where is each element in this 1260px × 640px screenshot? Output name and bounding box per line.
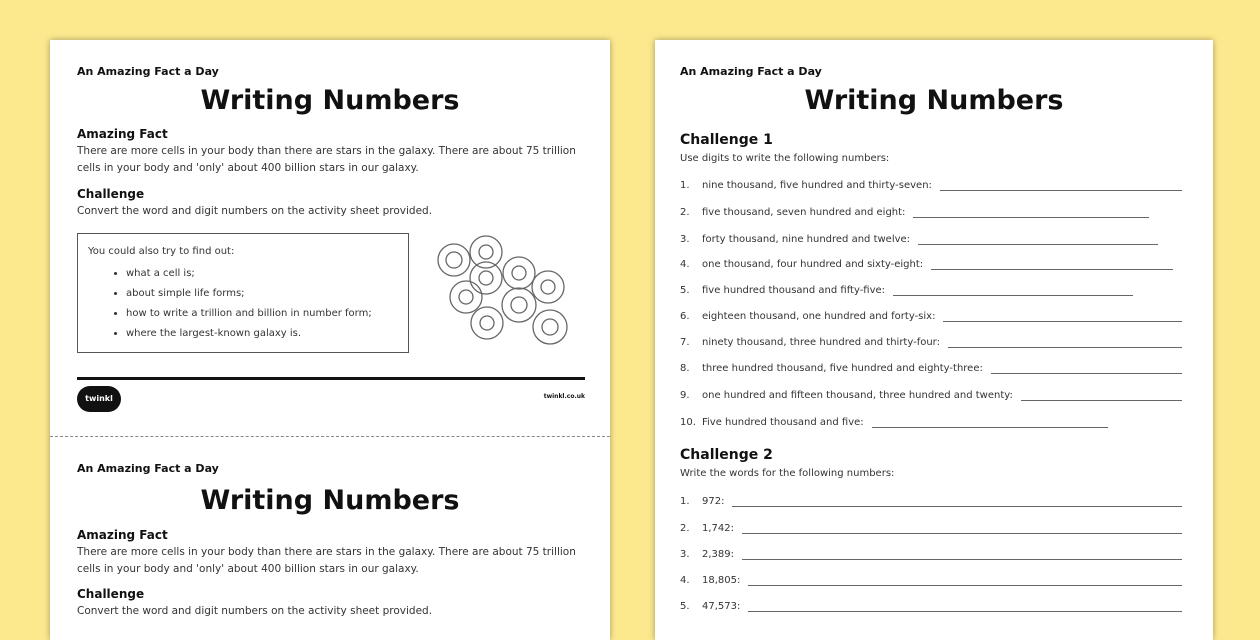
challenge-heading: Challenge: [77, 187, 145, 201]
item-number: 5.: [680, 601, 690, 612]
challenge-2-instruction: Write the words for the following numbers:: [680, 468, 895, 479]
challenge-1-item: [680, 337, 1182, 348]
item-text: nine thousand, five hundred and thirty-seven:: [702, 180, 932, 191]
item-text: 2,389:: [702, 549, 734, 560]
cells-illustration: [435, 235, 570, 345]
answer-line[interactable]: [742, 523, 1182, 534]
answer-line[interactable]: [893, 285, 1133, 296]
series-label: An Amazing Fact a Day: [77, 65, 219, 78]
item-number: 1.: [680, 496, 690, 507]
item-number: 3.: [680, 234, 690, 245]
item-number: 2.: [680, 523, 690, 534]
page-title-2: Writing Numbers: [200, 485, 460, 516]
list-item: • where the largest-known galaxy is.: [126, 324, 372, 344]
challenge-text-2: Convert the word and digit numbers on the activity sheet provided.: [77, 605, 433, 617]
answer-line[interactable]: [931, 259, 1173, 270]
item-text: eighteen thousand, one hundred and forty-six:: [702, 311, 936, 322]
page-title: Writing Numbers: [804, 85, 1064, 116]
item-number: 6.: [680, 311, 690, 322]
challenge-1-item: [680, 234, 1158, 245]
item-text: 18,805:: [702, 575, 741, 586]
item-text: 47,573:: [702, 601, 741, 612]
item-number: 7.: [680, 337, 690, 348]
twinkl-logo: twinkl: [77, 386, 121, 412]
activity-sheet-page: [655, 40, 1213, 640]
item-text: ninety thousand, three hundred and thirty-four:: [702, 337, 940, 348]
answer-line[interactable]: [918, 234, 1158, 245]
answer-line[interactable]: [748, 601, 1182, 612]
answer-line[interactable]: [943, 311, 1182, 322]
item-number: 1.: [680, 180, 690, 191]
answer-line[interactable]: [1021, 390, 1182, 401]
challenge-2-heading: Challenge 2: [680, 447, 773, 463]
item-text: 1,742:: [702, 523, 734, 534]
answer-line[interactable]: [872, 417, 1108, 428]
series-label-2: An Amazing Fact a Day: [77, 462, 219, 475]
series-label: An Amazing Fact a Day: [680, 65, 822, 78]
item-number: 9.: [680, 390, 690, 401]
item-text: forty thousand, nine hundred and twelve:: [702, 234, 911, 245]
answer-line[interactable]: [748, 575, 1182, 586]
fact-heading-2: Amazing Fact: [77, 528, 168, 542]
challenge-2-item: [680, 549, 1182, 560]
page-title: Writing Numbers: [200, 85, 460, 116]
list-item: • what a cell is;: [126, 264, 372, 284]
item-text: Five hundred thousand and five:: [702, 417, 864, 428]
cut-line: [50, 436, 610, 437]
challenge-1-item: [680, 259, 1173, 270]
box-lead: You could also try to find out:: [88, 246, 235, 257]
challenge-1-item: [680, 180, 1182, 191]
challenge-1-item: [680, 363, 1182, 374]
item-text: one thousand, four hundred and sixty-eight:: [702, 259, 924, 270]
fact-sheet-page: [50, 40, 610, 640]
list-item: • how to write a trillion and billion in number form;: [126, 304, 372, 324]
find-out-box: [77, 233, 409, 353]
item-text: five thousand, seven hundred and eight:: [702, 207, 906, 218]
item-text: five hundred thousand and fifty-five:: [702, 285, 886, 296]
answer-line[interactable]: [742, 549, 1182, 560]
answer-line[interactable]: [991, 363, 1182, 374]
challenge-1-item: [680, 311, 1182, 322]
challenge-2-item: [680, 575, 1182, 586]
item-number: 4.: [680, 575, 690, 586]
challenge-1-item: [680, 417, 1108, 428]
answer-line[interactable]: [940, 180, 1182, 191]
item-text: three hundred thousand, five hundred and eighty-three:: [702, 363, 983, 374]
list-item: • about simple life forms;: [126, 284, 372, 304]
challenge-1-item: [680, 390, 1182, 401]
footer-url: twinkl.co.uk: [543, 393, 585, 400]
item-number: 5.: [680, 285, 690, 296]
footer-rule: [77, 377, 585, 380]
challenge-1-instruction: Use digits to write the following numbers:: [680, 153, 890, 164]
challenge-1-item: [680, 207, 1149, 218]
item-number: 3.: [680, 549, 690, 560]
item-text: 972:: [702, 496, 725, 507]
fact-heading: Amazing Fact: [77, 127, 168, 141]
challenge-1-heading: Challenge 1: [680, 132, 773, 148]
challenge-2-item: [680, 601, 1182, 612]
challenge-2-item: [680, 523, 1182, 534]
challenge-text: Convert the word and digit numbers on the activity sheet provided.: [77, 205, 433, 217]
fact-text-2: There are more cells in your body than there are stars in the galaxy. There are about 75 trillion cells in your body and 'only' about 400 billion stars in our galaxy.: [77, 546, 576, 575]
item-number: 2.: [680, 207, 690, 218]
item-number: 8.: [680, 363, 690, 374]
answer-line[interactable]: [913, 207, 1149, 218]
item-text: one hundred and fifteen thousand, three hundred and twenty:: [702, 390, 1013, 401]
item-number: 10.: [680, 417, 696, 428]
fact-text: There are more cells in your body than there are stars in the galaxy. There are about 75 trillion cells in your body and 'only' about 400 billion stars in our galaxy.: [77, 145, 576, 174]
challenge-1-item: [680, 285, 1133, 296]
answer-line[interactable]: [948, 337, 1182, 348]
challenge-2-item: [680, 496, 1182, 507]
answer-line[interactable]: [732, 496, 1182, 507]
challenge-heading-2: Challenge: [77, 587, 145, 601]
item-number: 4.: [680, 259, 690, 270]
